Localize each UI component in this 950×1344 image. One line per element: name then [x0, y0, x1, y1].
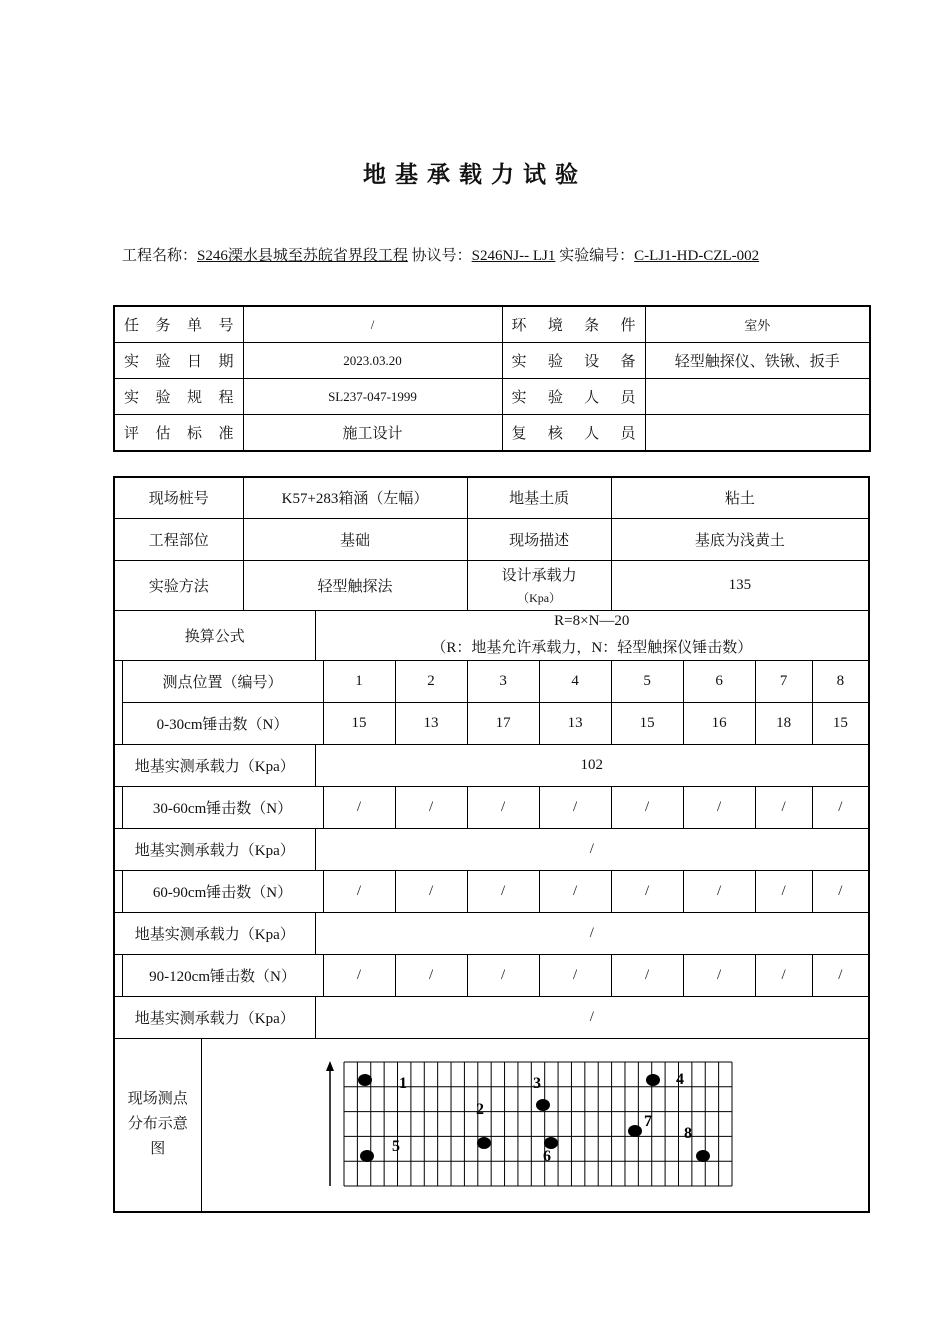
blow-count: / [812, 786, 869, 828]
probe-point-label: 2 [476, 1101, 484, 1118]
point-no: 5 [611, 660, 683, 702]
indent-cell [114, 702, 122, 744]
blow-count: / [683, 786, 755, 828]
blow-label-0: 0-30cm锤击数（N） [122, 702, 323, 744]
point-no: 8 [812, 660, 869, 702]
reviewer-label: 复 核 人 员 [502, 415, 645, 452]
blow-count: 15 [611, 702, 683, 744]
blow-label-3: 90-120cm锤击数（N） [122, 954, 323, 996]
header-line [122, 244, 759, 265]
formula-value: R=8×N—20 （R：地基允许承载力，N：轻型触探仪锤击数） [315, 610, 869, 660]
bearing-value-2: / [315, 912, 869, 954]
layout-diagram [322, 1058, 742, 1194]
indent-cell [114, 870, 122, 912]
probe-point-dot [696, 1150, 710, 1162]
method-label: 实验方法 [114, 560, 243, 610]
probe-point-dot [360, 1150, 374, 1162]
test-no: C-LJ1-HD-CZL-002 [634, 248, 760, 264]
blow-count: 16 [683, 702, 755, 744]
point-no: 7 [755, 660, 812, 702]
blow-count: / [323, 870, 395, 912]
blow-count: / [755, 954, 812, 996]
probe-point-dot [477, 1137, 491, 1149]
date-value: 2023.03.20 [243, 343, 502, 379]
probe-point-dot [646, 1074, 660, 1086]
point-no: 4 [539, 660, 611, 702]
equip-label: 实 验 设 备 [502, 343, 645, 379]
probe-point-dot [536, 1099, 550, 1111]
blow-count: / [812, 954, 869, 996]
blow-count: / [611, 954, 683, 996]
probe-point-label: 6 [543, 1148, 551, 1165]
bearing-label-3: 地基实测承载力（Kpa） [114, 996, 315, 1038]
blow-count: / [467, 870, 539, 912]
blow-count: / [755, 786, 812, 828]
page-title: 地基承载力试验 [363, 162, 587, 187]
point-no: 6 [683, 660, 755, 702]
probe-point-label: 1 [399, 1075, 407, 1092]
agreement-label: 协议号： [411, 248, 472, 264]
soil-label: 地基土质 [467, 477, 611, 518]
bearing-value-1: / [315, 828, 869, 870]
blow-count: / [611, 870, 683, 912]
point-no: 3 [467, 660, 539, 702]
blow-count: / [755, 870, 812, 912]
bearing-label-1: 地基实测承载力（Kpa） [114, 828, 315, 870]
blow-count: / [683, 870, 755, 912]
blow-count: / [683, 954, 755, 996]
part-value: 基础 [243, 518, 467, 560]
blow-count: / [395, 786, 467, 828]
std-value: 施工设计 [243, 415, 502, 452]
agreement-no: S246NJ-- LJ1 [471, 248, 556, 264]
blow-count: / [395, 870, 467, 912]
probe-point-label: 4 [676, 1071, 684, 1088]
design-unit: （Kpa） [517, 591, 562, 605]
axis-arrow [326, 1061, 334, 1186]
blow-count: 15 [323, 702, 395, 744]
probe-point-label: 3 [533, 1075, 541, 1092]
diagram-label: 现场测点分布示意图 [114, 1038, 201, 1212]
project-name: S246溧水县城至苏皖省界段工程 [197, 248, 408, 264]
indent-cell [114, 786, 122, 828]
soil-value: 粘土 [611, 477, 869, 518]
blow-count: / [539, 954, 611, 996]
task-no-label: 任 务 单 号 [114, 306, 243, 343]
env-label: 环 境 条 件 [502, 306, 645, 343]
probe-point-label: 8 [684, 1125, 692, 1142]
date-label: 实 验 日 期 [114, 343, 243, 379]
probe-point-dot [358, 1074, 372, 1086]
project-label: 工程名称： [122, 248, 198, 264]
bearing-value-0: 102 [315, 744, 869, 786]
tester-value [645, 379, 870, 415]
design-label: 设计承载力 （Kpa） [467, 560, 611, 610]
desc-value: 基底为浅黄土 [611, 518, 869, 560]
blow-count: / [812, 870, 869, 912]
reviewer-value [645, 415, 870, 452]
blow-count: / [467, 954, 539, 996]
blow-count: / [395, 954, 467, 996]
blow-count: / [611, 786, 683, 828]
indent-cell [114, 660, 122, 702]
bearing-label-2: 地基实测承载力（Kpa） [114, 912, 315, 954]
probe-point-label: 5 [392, 1138, 400, 1155]
indent-cell [114, 954, 122, 996]
spec-value: SL237-047-1999 [243, 379, 502, 415]
blow-count: 17 [467, 702, 539, 744]
station-value: K57+283箱涵（左幅） [243, 477, 467, 518]
blow-count: / [467, 786, 539, 828]
probe-point-dot [628, 1125, 642, 1137]
blow-label-1: 30-60cm锤击数（N） [122, 786, 323, 828]
std-label: 评 估 标 准 [114, 415, 243, 452]
point-no: 2 [395, 660, 467, 702]
point-no: 1 [323, 660, 395, 702]
test-label: 实验编号： [559, 248, 635, 264]
part-label: 工程部位 [114, 518, 243, 560]
method-value: 轻型触探法 [243, 560, 467, 610]
blow-count: / [539, 786, 611, 828]
blow-count: 13 [395, 702, 467, 744]
blow-count: 15 [812, 702, 869, 744]
blow-count: 18 [755, 702, 812, 744]
formula-note: （R：地基允许承载力，N：轻型触探仪锤击数） [431, 640, 753, 656]
equip-value: 轻型触探仪、铁锹、扳手 [645, 343, 870, 379]
blow-label-2: 60-90cm锤击数（N） [122, 870, 323, 912]
bearing-label-0: 地基实测承载力（Kpa） [114, 744, 315, 786]
design-value: 135 [611, 560, 869, 610]
arrow-head [326, 1061, 334, 1071]
blow-count: / [323, 954, 395, 996]
points-label: 测点位置（编号） [122, 660, 323, 702]
env-value: 室外 [645, 306, 870, 343]
desc-label: 现场描述 [467, 518, 611, 560]
blow-count: / [323, 786, 395, 828]
spec-label: 实 验 规 程 [114, 379, 243, 415]
info-table [113, 305, 871, 452]
blow-count: / [539, 870, 611, 912]
bearing-value-3: / [315, 996, 869, 1038]
probe-point-label: 7 [644, 1113, 652, 1130]
blow-count: 13 [539, 702, 611, 744]
station-label: 现场桩号 [114, 477, 243, 518]
formula-label: 换算公式 [114, 610, 315, 660]
tester-label: 实 验 人 员 [502, 379, 645, 415]
task-no-value: / [243, 306, 502, 343]
